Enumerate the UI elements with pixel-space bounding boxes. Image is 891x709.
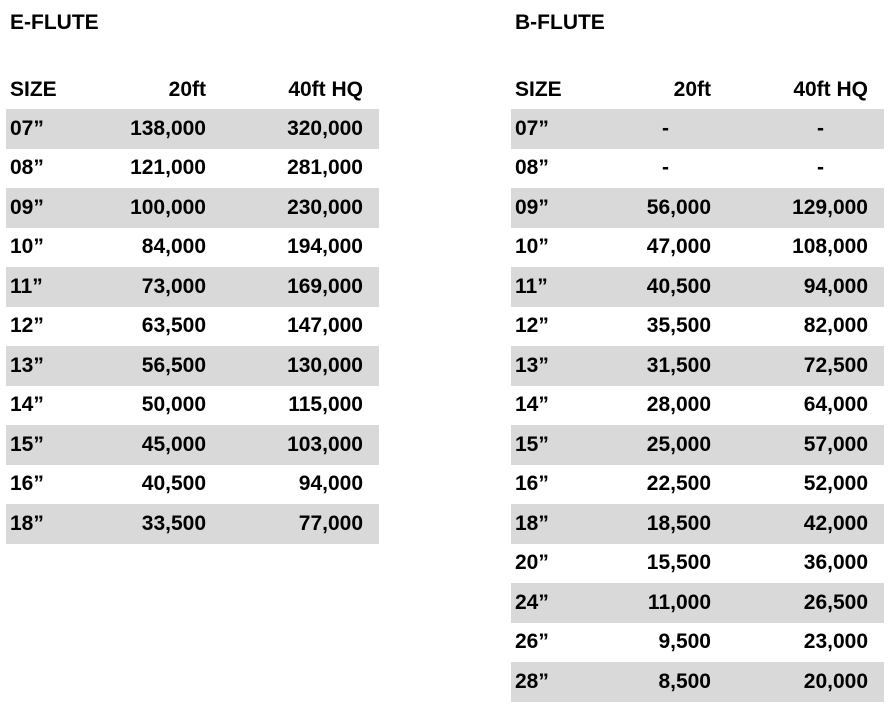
size-cell: 09” <box>10 195 44 219</box>
qty-20ft-cell: 138,000 <box>130 116 206 140</box>
table-row <box>6 149 379 189</box>
table-row <box>6 425 379 465</box>
qty-20ft-cell: 18,500 <box>646 511 711 535</box>
size-cell: 10” <box>515 235 549 259</box>
qty-40ft-hq-cell: 94,000 <box>803 274 868 298</box>
table-row <box>511 583 884 623</box>
qty-40ft-hq-cell: 147,000 <box>287 314 363 338</box>
size-cell: 16” <box>515 472 549 496</box>
table-row <box>511 425 884 465</box>
header-20ft: 20ft <box>168 77 206 101</box>
qty-40ft-hq-cell: 320,000 <box>287 116 363 140</box>
qty-40ft-hq-cell: 26,500 <box>803 590 868 614</box>
size-cell: 15” <box>515 432 549 456</box>
size-cell: 12” <box>515 314 549 338</box>
qty-20ft-cell: 11,000 <box>647 590 711 614</box>
qty-20ft-cell: 47,000 <box>646 235 711 259</box>
table-row <box>6 307 379 347</box>
qty-20ft-cell: 100,000 <box>130 195 206 219</box>
table-row <box>511 188 884 228</box>
size-cell: 13” <box>515 353 549 377</box>
size-cell: 07” <box>515 116 549 140</box>
qty-20ft-cell: 8,500 <box>658 669 711 693</box>
header-40ft-hq: 40ft HQ <box>288 77 363 101</box>
size-cell: 24” <box>515 590 549 614</box>
table-row <box>511 267 884 307</box>
size-cell: 16” <box>10 472 44 496</box>
qty-20ft-cell: 31,500 <box>646 353 711 377</box>
qty-40ft-hq-cell: - <box>817 156 824 180</box>
size-cell: 12” <box>10 314 44 338</box>
qty-20ft-cell: - <box>662 116 669 140</box>
qty-40ft-hq-cell: 82,000 <box>803 314 868 338</box>
qty-20ft-cell: - <box>662 156 669 180</box>
qty-40ft-hq-cell: 72,500 <box>803 353 868 377</box>
table-row <box>6 386 379 426</box>
table-row <box>511 346 884 386</box>
qty-20ft-cell: 63,500 <box>141 314 206 338</box>
table-header <box>511 70 884 110</box>
table-row <box>511 504 884 544</box>
qty-20ft-cell: 40,500 <box>646 274 711 298</box>
size-cell: 20” <box>515 551 549 575</box>
b-flute-title: B-FLUTE <box>515 11 605 34</box>
qty-40ft-hq-cell: 129,000 <box>792 195 868 219</box>
table-header <box>6 70 379 110</box>
qty-20ft-cell: 35,500 <box>646 314 711 338</box>
qty-20ft-cell: 73,000 <box>141 274 206 298</box>
qty-20ft-cell: 9,500 <box>658 630 711 654</box>
qty-40ft-hq-cell: 230,000 <box>287 195 363 219</box>
table-row <box>6 504 379 544</box>
qty-20ft-cell: 22,500 <box>646 472 711 496</box>
qty-40ft-hq-cell: 108,000 <box>792 235 868 259</box>
qty-20ft-cell: 15,500 <box>646 551 711 575</box>
table-row <box>6 109 379 149</box>
size-cell: 28” <box>515 669 549 693</box>
qty-40ft-hq-cell: 194,000 <box>287 235 363 259</box>
qty-40ft-hq-cell: - <box>817 116 824 140</box>
table-row <box>6 465 379 505</box>
qty-20ft-cell: 45,000 <box>141 432 206 456</box>
qty-20ft-cell: 56,500 <box>141 353 206 377</box>
size-cell: 10” <box>10 235 44 259</box>
size-cell: 14” <box>10 393 44 417</box>
qty-40ft-hq-cell: 169,000 <box>287 274 363 298</box>
table-row <box>511 623 884 663</box>
qty-40ft-hq-cell: 281,000 <box>287 156 363 180</box>
table-row <box>511 228 884 268</box>
size-cell: 09” <box>515 195 549 219</box>
header-size: SIZE <box>515 77 562 101</box>
table-row <box>511 544 884 584</box>
qty-40ft-hq-cell: 94,000 <box>298 472 363 496</box>
qty-20ft-cell: 33,500 <box>141 511 206 535</box>
size-cell: 13” <box>10 353 44 377</box>
qty-40ft-hq-cell: 64,000 <box>803 393 868 417</box>
table-row <box>511 662 884 702</box>
table-row <box>6 228 379 268</box>
qty-40ft-hq-cell: 130,000 <box>287 353 363 377</box>
size-cell: 08” <box>515 156 549 180</box>
table-row <box>6 267 379 307</box>
table-row <box>6 346 379 386</box>
table-row <box>511 109 884 149</box>
qty-40ft-hq-cell: 20,000 <box>803 669 868 693</box>
size-cell: 18” <box>10 511 44 535</box>
qty-40ft-hq-cell: 36,000 <box>803 551 868 575</box>
size-cell: 26” <box>515 630 549 654</box>
header-size: SIZE <box>10 77 57 101</box>
size-cell: 15” <box>10 432 44 456</box>
size-cell: 14” <box>515 393 549 417</box>
table-row <box>6 188 379 228</box>
header-20ft: 20ft <box>673 77 711 101</box>
size-cell: 08” <box>10 156 44 180</box>
e-flute-title: E-FLUTE <box>10 11 99 34</box>
qty-40ft-hq-cell: 52,000 <box>803 472 868 496</box>
qty-40ft-hq-cell: 42,000 <box>803 511 868 535</box>
size-cell: 18” <box>515 511 549 535</box>
table-row <box>511 307 884 347</box>
qty-40ft-hq-cell: 115,000 <box>288 393 363 417</box>
qty-20ft-cell: 40,500 <box>141 472 206 496</box>
size-cell: 11” <box>10 274 43 298</box>
qty-40ft-hq-cell: 103,000 <box>287 432 363 456</box>
qty-20ft-cell: 84,000 <box>141 235 206 259</box>
qty-20ft-cell: 121,000 <box>130 156 206 180</box>
header-40ft-hq: 40ft HQ <box>793 77 868 101</box>
qty-20ft-cell: 25,000 <box>646 432 711 456</box>
qty-40ft-hq-cell: 23,000 <box>803 630 868 654</box>
table-row <box>511 149 884 189</box>
qty-40ft-hq-cell: 57,000 <box>803 432 868 456</box>
qty-40ft-hq-cell: 77,000 <box>298 511 363 535</box>
qty-20ft-cell: 56,000 <box>646 195 711 219</box>
size-cell: 11” <box>515 274 548 298</box>
table-row <box>511 386 884 426</box>
table-row <box>511 465 884 505</box>
qty-20ft-cell: 50,000 <box>141 393 206 417</box>
size-cell: 07” <box>10 116 44 140</box>
qty-20ft-cell: 28,000 <box>646 393 711 417</box>
